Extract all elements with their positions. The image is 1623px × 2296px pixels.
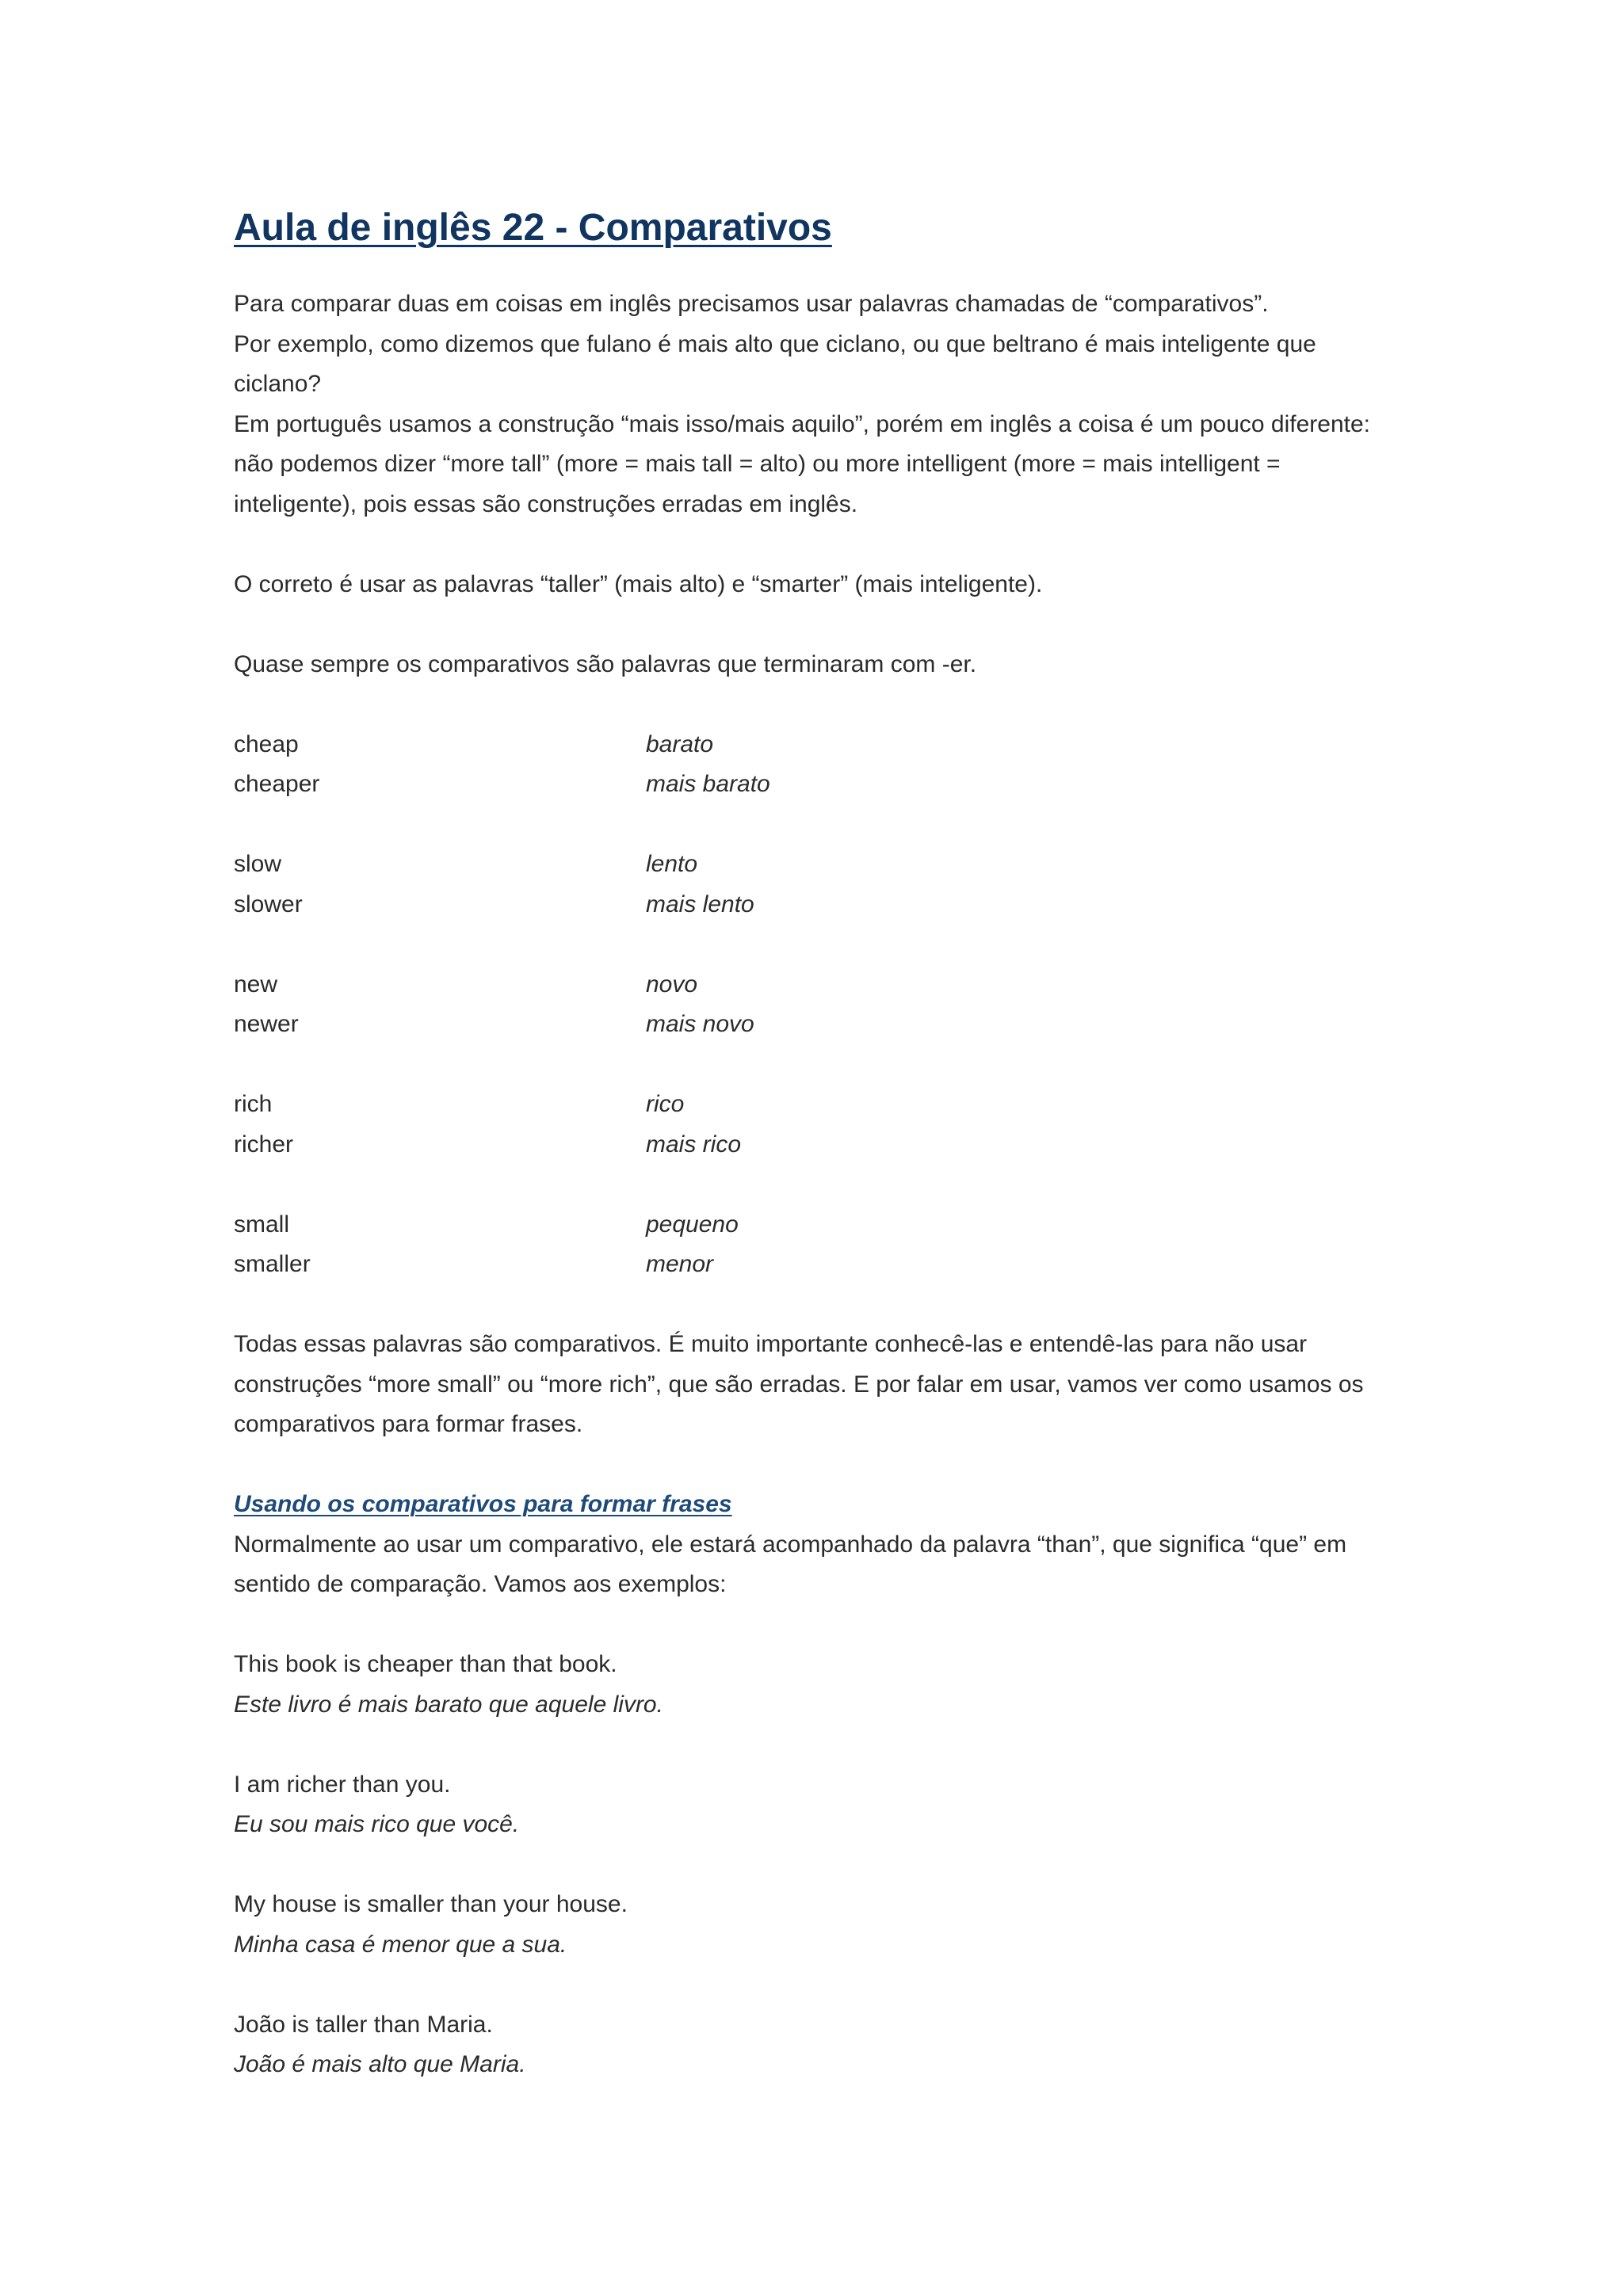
er-rule-paragraph: Quase sempre os comparativos são palavras que terminaram com -er. (234, 650, 977, 677)
vocab-row (234, 765, 1399, 805)
example-en: I am richer than you. (234, 1771, 451, 1798)
example-pt: João é mais alto que Maria. (234, 2051, 526, 2077)
vocab-word-pt: lento (646, 851, 698, 877)
vocab-word-pt: mais lento (646, 891, 754, 917)
example-block (234, 2005, 1399, 2085)
example-block (234, 1765, 1399, 1845)
vocab-group-slow (234, 845, 1399, 925)
vocab-group-cheap (234, 725, 1399, 805)
vocab-group-new (234, 965, 1399, 1045)
vocab-word-pt: menor (646, 1251, 714, 1277)
summary-paragraph: Todas essas palavras são comparativos. É muito importante conhecê-las e entendê-las para não usar construções “more small” ou “more rich”, que são erradas. E por falar em usar, vamos ver como usamos os comparativos para formar frases. (234, 1331, 1364, 1437)
correct-usage-paragraph: O correto é usar as palavras “taller” (mais alto) e “smarter” (mais inteligente). (234, 570, 1043, 597)
vocab-word-en: cheaper (234, 771, 320, 797)
vocab-row (234, 965, 1399, 1005)
example-en: João is taller than Maria. (234, 2011, 493, 2038)
intro-paragraph-1: Para comparar duas em coisas em inglês precisamos usar palavras chamadas de “comparativos”. (234, 291, 1269, 317)
vocab-row (234, 1005, 1399, 1045)
vocab-word-en: slower (234, 891, 303, 917)
vocab-word-en: cheap (234, 730, 299, 757)
vocab-row (234, 1125, 1399, 1165)
example-en: This book is cheaper than that book. (234, 1651, 617, 1677)
vocab-word-en: richer (234, 1131, 294, 1158)
vocab-row (234, 1205, 1399, 1245)
section-paragraph: Normalmente ao usar um comparativo, ele estará acompanhado da palavra “than”, que significa “que” em sentido de comparação. Vamos aos exemplos: (234, 1531, 1347, 1597)
example-en: My house is smaller than your house. (234, 1891, 628, 1917)
vocab-word-en: newer (234, 1011, 299, 1037)
document-body (234, 284, 1399, 2085)
example-pt: Este livro é mais barato que aquele livro. (234, 1691, 663, 1718)
vocab-word-pt: novo (646, 971, 698, 997)
vocab-row (234, 725, 1399, 765)
vocab-word-pt: barato (646, 730, 714, 757)
page-title: Aula de inglês 22 - Comparativos (234, 207, 832, 249)
vocab-word-pt: mais novo (646, 1011, 754, 1037)
example-pt: Minha casa é menor que a sua. (234, 1931, 567, 1958)
intro-paragraph-2: Por exemplo, como dizemos que fulano é mais alto que ciclano, ou que beltrano é mais inteligente que ciclano? (234, 330, 1316, 397)
vocab-word-pt: mais barato (646, 771, 770, 797)
example-pt: Eu sou mais rico que você. (234, 1811, 520, 1837)
vocab-group-rich (234, 1085, 1399, 1165)
vocab-word-pt: mais rico (646, 1131, 742, 1158)
vocab-word-en: smaller (234, 1251, 311, 1277)
vocab-word-en: rich (234, 1091, 273, 1117)
example-block (234, 1885, 1399, 1965)
vocab-word-en: new (234, 971, 278, 997)
vocab-row (234, 1245, 1399, 1285)
section-heading: Usando os comparativos para formar frases (234, 1491, 732, 1517)
document-page (234, 202, 1399, 2085)
vocab-word-en: small (234, 1211, 290, 1238)
vocab-row (234, 885, 1399, 925)
vocab-word-pt: pequeno (646, 1211, 739, 1238)
example-block (234, 1645, 1399, 1725)
vocab-row (234, 845, 1399, 885)
intro-paragraph-3: Em português usamos a construção “mais isso/mais aquilo”, porém em inglês a coisa é um pouco diferente: não podemos dizer “more tall” (more = mais tall = alto) ou more intelligent (more = mais intelligent = inteligente), pois essas são construções erradas em inglês. (234, 410, 1371, 517)
vocab-group-small (234, 1205, 1399, 1285)
vocab-word-pt: rico (646, 1091, 685, 1117)
vocab-word-en: slow (234, 851, 282, 877)
vocab-row (234, 1085, 1399, 1125)
